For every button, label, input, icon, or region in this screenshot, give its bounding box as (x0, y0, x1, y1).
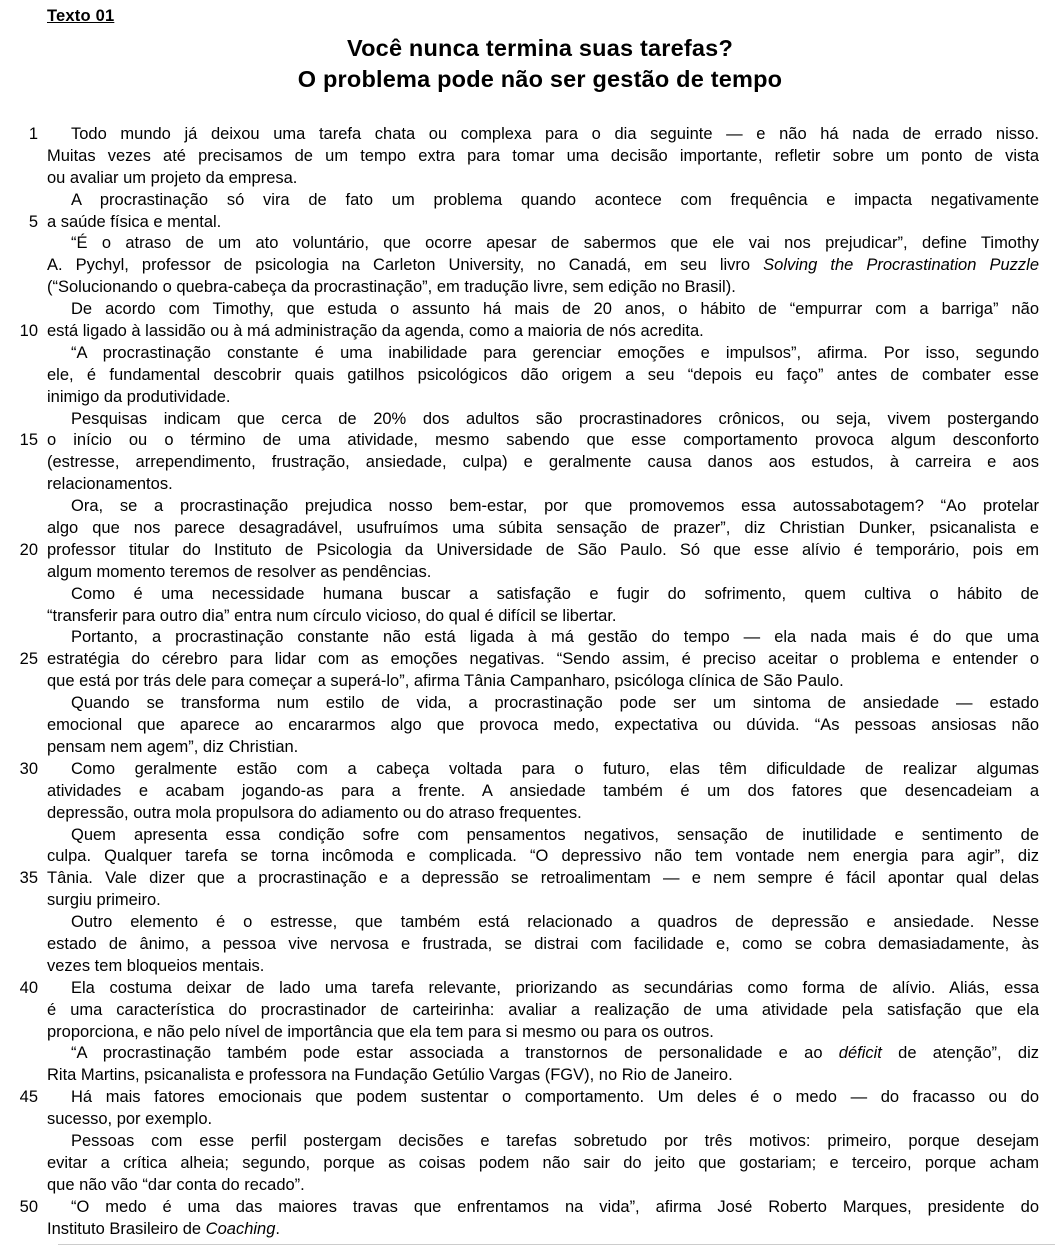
text-segment: de atenção”, diz (881, 1044, 1039, 1063)
text-line-row (0, 1131, 1055, 1153)
text-segment: inimigo da produtividade. (47, 387, 231, 406)
line-number (0, 233, 38, 255)
text-segment: ele, é fundamental descobrir quais gatilhos psicológicos dão origem a seu “depois eu faço” antes de combater esse (47, 365, 1039, 384)
text-line (47, 430, 1039, 452)
line-number (0, 190, 38, 212)
text-line (47, 518, 1039, 540)
text-line-row (0, 1219, 1055, 1241)
text-segment: Quem apresenta essa condição sofre com pensamentos negativos, sensação de inutilidade e sentimento de (71, 825, 1039, 844)
text-segment: A procrastinação só vira de fato um problema quando acontece com frequência e impacta negativamente (71, 190, 1039, 209)
text-line (47, 387, 1039, 409)
line-number (0, 168, 38, 190)
text-line-row (0, 825, 1055, 847)
text-line (47, 627, 1039, 649)
text-line (47, 868, 1039, 890)
document-title (40, 33, 1040, 95)
text-line (47, 255, 1039, 277)
text-segment: (“Solucionando o quebra-cabeça da procrastinação”, em tradução livre, sem edição no Brasil). (47, 278, 736, 297)
text-segment: a saúde física e mental. (47, 212, 222, 231)
line-number (0, 146, 38, 168)
text-line-row (0, 1197, 1055, 1219)
line-number (0, 1022, 38, 1044)
text-line-row (0, 649, 1055, 671)
text-segment: Como é uma necessidade humana buscar a satisfação e fugir do sofrimento, quem cultiva o hábito de (71, 584, 1039, 603)
text-line-row (0, 737, 1055, 759)
text-line-row (0, 452, 1055, 474)
text-line (47, 409, 1039, 431)
text-line (47, 1197, 1039, 1219)
text-line (47, 825, 1039, 847)
italic-text-segment: Coaching (205, 1219, 276, 1238)
text-segment: que está por trás dele para começar a superá-lo”, afirma Tânia Campanharo, psicóloga clínica de São Paulo. (47, 672, 844, 691)
line-number (0, 1153, 38, 1175)
line-number (0, 277, 38, 299)
text-line-row (0, 255, 1055, 277)
text-segment: . (275, 1219, 280, 1238)
text-segment: relacionamentos. (47, 475, 173, 494)
text-line (47, 540, 1039, 562)
line-number (0, 387, 38, 409)
text-line-row (0, 912, 1055, 934)
text-line (47, 1043, 1039, 1065)
text-segment: (estresse, arrependimento, frustração, ansiedade, culpa) e geralmente causa danos aos estudos, à carreira e aos (47, 453, 1039, 472)
text-line (47, 584, 1039, 606)
text-line-row (0, 146, 1055, 168)
scan-edge-artifact (58, 1244, 1055, 1245)
text-line (47, 321, 1039, 343)
text-line (47, 1065, 1039, 1087)
text-line-row (0, 299, 1055, 321)
text-segment: Instituto Brasileiro de (47, 1219, 206, 1238)
text-line (47, 190, 1039, 212)
line-number (0, 781, 38, 803)
text-line (47, 496, 1039, 518)
text-line-row (0, 781, 1055, 803)
line-number (0, 496, 38, 518)
text-line (47, 1000, 1039, 1022)
text-line-row (0, 1000, 1055, 1022)
text-line-row (0, 1022, 1055, 1044)
text-line-row (0, 803, 1055, 825)
text-line (47, 474, 1039, 496)
text-line-row (0, 1065, 1055, 1087)
text-segment: Portanto, a procrastinação constante não está ligada à má gestão do tempo — ela nada mais é do que uma (71, 628, 1039, 647)
text-segment: sucesso, por exemplo. (47, 1110, 213, 1129)
text-segment: Como geralmente estão com a cabeça voltada para o futuro, elas têm dificuldade de realizar algumas (71, 759, 1039, 778)
text-line-row (0, 190, 1055, 212)
text-segment: Há mais fatores emocionais que podem sustentar o comportamento. Um deles é o medo — do fracasso ou do (71, 1088, 1039, 1107)
text-segment: estado de ânimo, a pessoa vive nervosa e frustrada, se distrai com facilidade e, como se cobra demasiadamente, às (47, 934, 1039, 953)
line-number (0, 562, 38, 584)
text-line (47, 912, 1039, 934)
text-segment: “É o atraso de um ato voluntário, que ocorre apesar de sabermos que ele vai nos prejudicar”, define Timothy (71, 234, 1039, 253)
text-line-row (0, 321, 1055, 343)
text-segment: Ela costuma deixar de lado uma tarefa relevante, priorizando as secundárias como forma de alívio. Aliás, essa (71, 978, 1039, 997)
text-segment: vezes tem bloqueios mentais. (47, 956, 265, 975)
text-segment: “A procrastinação constante é uma inabilidade para gerenciar emoções e impulsos”, afirma. Por isso, segundo (71, 343, 1039, 362)
line-number (0, 343, 38, 365)
text-segment: o início ou o término de uma atividade, mesmo sabendo que esse comportamento provoca algum desconforto (47, 431, 1039, 450)
text-line-row (0, 430, 1055, 452)
line-number: 50 (19, 1197, 38, 1216)
text-line-row (0, 868, 1055, 890)
line-number (0, 890, 38, 912)
text-line (47, 1109, 1039, 1131)
text-segment: “A procrastinação também pode estar associada a transtornos de personalidade e ao (71, 1044, 839, 1063)
text-line-row (0, 846, 1055, 868)
text-segment: Tânia. Vale dizer que a procrastinação e a depressão se retroalimentam — e nem sempre é fácil apontar qual delas (47, 869, 1039, 888)
text-line (47, 365, 1039, 387)
line-number (0, 518, 38, 540)
text-line (47, 934, 1039, 956)
text-line (47, 715, 1039, 737)
text-line (47, 146, 1039, 168)
line-number: 15 (19, 431, 38, 450)
text-segment: Muitas vezes até precisamos de um tempo extra para tomar uma decisão importante, refletir sobre um ponto de vista (47, 146, 1039, 165)
texto-label: Texto 01 (47, 7, 115, 25)
text-lines (0, 124, 1055, 1240)
text-line (47, 212, 1039, 234)
text-line-row (0, 540, 1055, 562)
line-number (0, 474, 38, 496)
text-line-row (0, 1153, 1055, 1175)
text-line (47, 803, 1039, 825)
text-line (47, 1219, 1039, 1241)
text-segment: é uma característica do procrastinador de carteirinha: avaliar a realização de uma atividade pela satisfação que ela (47, 1000, 1039, 1019)
text-line-row (0, 715, 1055, 737)
text-segment: Pessoas com esse perfil postergam decisões e tarefas sobretudo por três motivos: primeiro, porque desejam (71, 1131, 1039, 1150)
text-line (47, 693, 1039, 715)
text-segment: está ligado à lassidão ou à má administração da agenda, como a maioria de nós acredita. (47, 322, 704, 341)
text-segment: Quando se transforma num estilo de vida, a procrastinação pode ser um sintoma de ansiedade — estado (71, 694, 1039, 713)
line-number: 1 (28, 125, 38, 143)
text-line (47, 277, 1039, 299)
text-line-row (0, 693, 1055, 715)
line-number (0, 803, 38, 825)
text-line-row (0, 671, 1055, 693)
text-line-row (0, 1087, 1055, 1109)
text-line (47, 1131, 1039, 1153)
line-number (0, 1000, 38, 1022)
text-segment: evitar a crítica alheia; segundo, porque as coisas podem não sair do jeito que gostariam; e terceiro, porque acham (47, 1153, 1039, 1172)
text-line-row (0, 890, 1055, 912)
text-line-row (0, 584, 1055, 606)
text-line-row (0, 496, 1055, 518)
text-line (47, 452, 1039, 474)
line-number (0, 627, 38, 649)
line-number (0, 409, 38, 431)
text-line-row (0, 978, 1055, 1000)
line-number (0, 452, 38, 474)
line-number: 40 (19, 978, 38, 997)
text-segment: culpa. Qualquer tarefa se torna incômoda e complicada. “O depressivo não tem vontade nem energia para agir”, diz (47, 847, 1039, 866)
text-line-row (0, 562, 1055, 584)
text-line-row (0, 1175, 1055, 1197)
line-number: 5 (28, 212, 38, 231)
text-line (47, 1087, 1039, 1109)
text-line-row (0, 233, 1055, 255)
text-line-row (0, 606, 1055, 628)
text-line (47, 1175, 1039, 1197)
line-number (0, 1131, 38, 1153)
text-line (47, 1153, 1039, 1175)
text-line-row (0, 956, 1055, 978)
line-number (0, 1065, 38, 1087)
italic-text-segment: déficit (838, 1044, 882, 1063)
text-line (47, 737, 1039, 759)
text-line-row (0, 168, 1055, 190)
text-segment: De acordo com Timothy, que estuda o assunto há mais de 20 anos, o hábito de “empurrar com a barriga” não (71, 300, 1039, 319)
line-number: 45 (19, 1088, 38, 1107)
text-line-row (0, 387, 1055, 409)
text-line (47, 890, 1039, 912)
text-line (47, 978, 1039, 1000)
text-segment: professor titular do Instituto de Psicologia da Universidade de São Paulo. Só que esse alívio é temporário, pois em (47, 540, 1039, 559)
text-segment: estratégia do cérebro para lidar com as emoções negativas. “Sendo assim, é preciso aceitar o problema e entender o (47, 650, 1039, 669)
text-line-row (0, 277, 1055, 299)
text-line (47, 759, 1039, 781)
text-segment: atividades e acabam jogando-as para a frente. A ansiedade também é um dos fatores que desencadeiam a (47, 781, 1039, 800)
text-segment: pensam nem agem”, diz Christian. (47, 737, 299, 756)
line-number: 30 (19, 759, 38, 778)
text-line-row (0, 474, 1055, 496)
title-line-1: Você nunca termina suas tarefas? (346, 35, 734, 61)
line-number (0, 846, 38, 868)
line-number (0, 1109, 38, 1131)
text-line (47, 562, 1039, 584)
line-number (0, 584, 38, 606)
text-segment: “transferir para outro dia” entra num círculo vicioso, do qual é difícil se libertar. (47, 606, 617, 625)
text-line-row (0, 1109, 1055, 1131)
text-segment: Todo mundo já deixou uma tarefa chata ou complexa para o dia seguinte — e não há nada de errado nisso. (71, 125, 1039, 143)
line-number (0, 365, 38, 387)
text-line-row (0, 759, 1055, 781)
line-number (0, 1175, 38, 1197)
text-line (47, 1022, 1039, 1044)
line-number (0, 1043, 38, 1065)
text-line-row (0, 365, 1055, 387)
text-line-row (0, 343, 1055, 365)
text-segment: surgiu primeiro. (47, 891, 161, 910)
line-number (0, 606, 38, 628)
line-number (0, 912, 38, 934)
italic-text-segment: Solving the Procrastination Puzzle (763, 256, 1039, 275)
line-number: 25 (19, 650, 38, 669)
line-number: 10 (19, 322, 38, 341)
line-number (0, 737, 38, 759)
text-line (47, 956, 1039, 978)
line-number (0, 1219, 38, 1241)
text-segment: algo que nos parece desagradável, usufruímos uma súbita sensação de prazer”, diz Christian Dunker, psicanalista e (47, 519, 1039, 538)
text-line-row (0, 518, 1055, 540)
line-number (0, 693, 38, 715)
text-line-row (0, 1043, 1055, 1065)
text-line (47, 299, 1039, 321)
text-line (47, 233, 1039, 255)
line-number (0, 934, 38, 956)
text-segment: Outro elemento é o estresse, que também está relacionado a quadros de depressão e ansiedade. Nesse (71, 913, 1039, 932)
line-number (0, 715, 38, 737)
line-number: 35 (19, 869, 38, 888)
line-number (0, 825, 38, 847)
text-line-row (0, 934, 1055, 956)
title-line-2: O problema pode não ser gestão de tempo (297, 66, 783, 92)
line-number (0, 671, 38, 693)
text-line-row (0, 124, 1055, 146)
text-segment: A. Pychyl, professor de psicologia na Carleton University, no Canadá, em seu livro (47, 256, 764, 275)
text-line (47, 781, 1039, 803)
text-line (47, 671, 1039, 693)
text-line (47, 124, 1039, 146)
text-segment: depressão, outra mola propulsora do adiamento ou do atraso frequentes. (47, 803, 582, 822)
text-line (47, 606, 1039, 628)
text-segment: “O medo é uma das maiores travas que enfrentamos na vida”, afirma José Roberto Marques, presidente do (71, 1197, 1039, 1216)
text-line (47, 846, 1039, 868)
line-number: 20 (19, 540, 38, 559)
text-segment: emocional que aparece ao encararmos algo que provoca medo, expectativa ou dúvida. “As pessoas ansiosas não (47, 716, 1039, 735)
line-number (0, 956, 38, 978)
text-segment: algum momento teremos de resolver as pendências. (47, 562, 432, 581)
text-line (47, 168, 1039, 190)
text-segment: Pesquisas indicam que cerca de 20% dos adultos são procrastinadores crônicos, ou seja, vivem postergando (71, 409, 1039, 428)
text-segment: que não vão “dar conta do recado”. (47, 1175, 305, 1194)
text-line-row (0, 409, 1055, 431)
line-number (0, 299, 38, 321)
text-line (47, 343, 1039, 365)
text-line-row (0, 627, 1055, 649)
text-line (47, 649, 1039, 671)
text-segment: Ora, se a procrastinação prejudica nosso bem-estar, por que promovemos essa autossabotagem? “Ao protelar (71, 497, 1039, 516)
text-line-row (0, 212, 1055, 234)
line-number (0, 255, 38, 277)
text-segment: Rita Martins, psicanalista e professora na Fundação Getúlio Vargas (FGV), no Rio de Janeiro. (47, 1066, 733, 1085)
text-segment: proporciona, e não pelo nível de importância que ela tem para si mesmo ou para os outros. (47, 1022, 714, 1041)
text-segment: ou avaliar um projeto da empresa. (47, 168, 298, 187)
